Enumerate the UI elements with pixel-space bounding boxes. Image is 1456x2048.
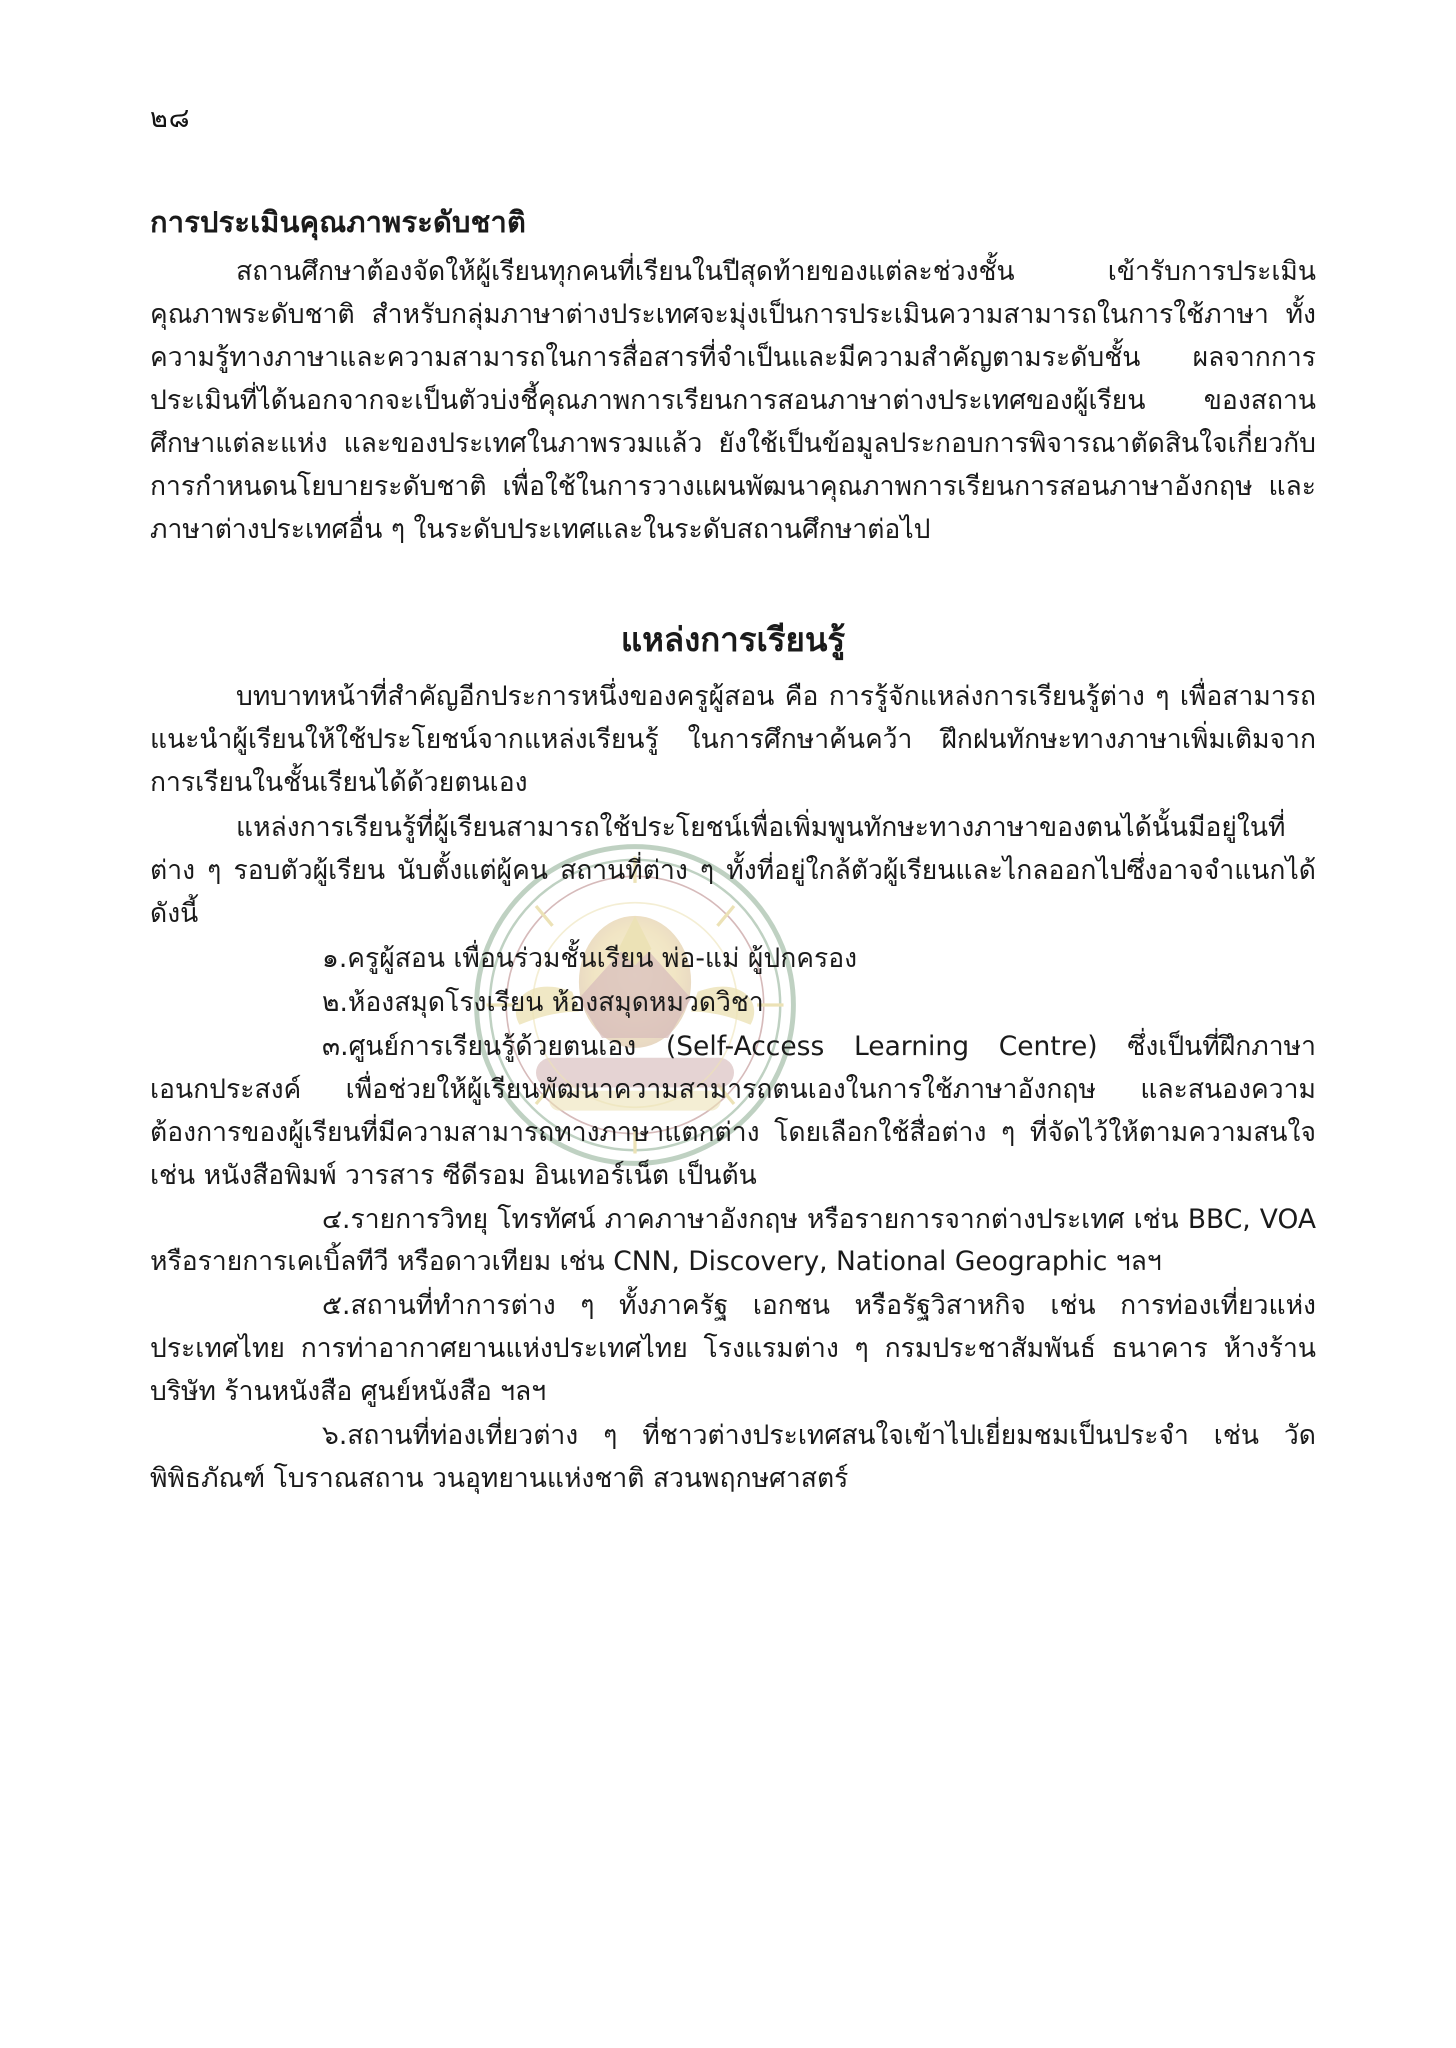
list-item-number: ๖.	[322, 1420, 348, 1452]
paragraph-teacher-role: บทบาทหน้าที่สำคัญอีกประการหนึ่งของครูผู้สอน คือ การรู้จักแหล่งการเรียนรู้ต่าง ๆ เพื่อสามารถแนะนำผู้เรียนให้ใช้ประโยชน์จากแหล่งเรียนรู้ ในการศึกษาค้นคว้า ฝึกฝนทักษะทางภาษาเพิ่มเติมจากการเรียนในชั้นเรียนได้ด้วยตนเอง	[150, 681, 1316, 799]
list-item-text: รายการวิทยุ โทรทัศน์ ภาคภาษาอังกฤษ หรือรายการจากต่างประเทศ เช่น BBC, VOA หรือรายการเคเบิ้ลทีวี หรือดาวเทียม เช่น CNN, Discovery, National Geographic ฯลฯ	[150, 1203, 1316, 1278]
paragraph-national-assessment: สถานศึกษาต้องจัดให้ผู้เรียนทุกคนที่เรียนในปีสุดท้ายของแต่ละช่วงชั้น เข้ารับการประเมินคุณภาพระดับชาติ สำหรับกลุ่มภาษาต่างประเทศจะมุ่งเป็นการประเมินความสามารถในการใช้ภาษา ทั้งความรู้ทางภาษาและความสามารถในการสื่อสารที่จำเป็นและมีความสำคัญตามระดับชั้น ผลจากการประเมินที่ได้นอกจากจะเป็นตัวบ่งชี้คุณภาพการเรียนการสอนภาษาต่างประเทศของผู้เรียน ของสถานศึกษาแต่ละแห่ง และของประเทศในภาพรวมแล้ว ยังใช้เป็นข้อมูลประกอบการพิจารณาตัดสินใจเกี่ยวกับการกำหนดนโยบายระดับชาติ เพื่อใช้ในการวางแผนพัฒนาคุณภาพการเรียนการสอนภาษาอังกฤษ และภาษาต่างประเทศอื่น ๆ ในระดับประเทศและในระดับสถานศึกษาต่อไป	[150, 256, 1316, 545]
list-item-text: สถานที่ทำการต่าง ๆ ทั้งภาครัฐ เอกชน หรือรัฐวิสาหกิจ เช่น การท่องเที่ยวแห่งประเทศไทย การท่าอากาศยานแห่งประเทศไทย โรงแรมต่าง ๆ กรมประชาสัมพันธ์ ธนาคาร ห้างร้าน บริษัท ร้านหนังสือ ศูนย์หนังสือ ฯลฯ	[150, 1290, 1316, 1408]
list-item-text: ครูผู้สอน เพื่อนร่วมชั้นเรียน พ่อ-แม่ ผู้ปกครอง	[347, 942, 858, 974]
list-item-number: ๓.	[322, 1030, 349, 1062]
list-item	[150, 1285, 1316, 1414]
list-item-number: ๑.	[322, 942, 348, 974]
list-item	[150, 1026, 1316, 1198]
section-heading-national-assessment: การประเมินคุณภาพระดับชาติ	[150, 205, 527, 239]
learning-sources-list	[150, 938, 1316, 1501]
paragraph-learning-sources-intro: แหล่งการเรียนรู้ที่ผู้เรียนสามารถใช้ประโยชน์เพื่อเพิ่มพูนทักษะทางภาษาของตนได้นั้นมีอยู่ในที่ต่าง ๆ รอบตัวผู้เรียน นับตั้งแต่ผู้คน สถานที่ต่าง ๆ ทั้งที่อยู่ใกล้ตัวผู้เรียนและไกลออกไปซึ่งอาจจำแนกได้ดังนี้	[150, 812, 1316, 930]
list-item-number: ๔.	[322, 1203, 351, 1235]
list-item	[150, 1415, 1316, 1501]
list-item-text: ศูนย์การเรียนรู้ด้วยตนเอง (Self-Access Learning Centre) ซึ่งเป็นที่ฝึกภาษาเอนกประสงค์ เพื่อช่วยให้ผู้เรียนพัฒนาความสามารถตนเองในการใช้ภาษาอังกฤษ และสนองความต้องการของผู้เรียนที่มีความสามารถทางภาษาแตกต่าง โดยเลือกใช้สื่อต่าง ๆ ที่จัดไว้ให้ตามความสนใจ เช่น หนังสือพิมพ์ วารสาร ซีดีรอม อินเทอร์เน็ต เป็นต้น	[150, 1030, 1316, 1191]
list-item-number: ๒.	[322, 986, 348, 1018]
list-item-text: สถานที่ท่องเที่ยวต่าง ๆ ที่ชาวต่างประเทศสนใจเข้าไปเยี่ยมชมเป็นประจำ เช่น วัด พิพิธภัณฑ์ โบราณสถาน วนอุทยานแห่งชาติ สวนพฤกษศาสตร์	[150, 1420, 1316, 1495]
list-item	[150, 938, 1316, 981]
list-item	[150, 1199, 1316, 1285]
list-item	[150, 982, 1316, 1025]
page-number: ๒๘	[150, 103, 191, 134]
list-item-text: ห้องสมุดโรงเรียน ห้องสมุดหมวดวิชา	[347, 986, 764, 1018]
list-item-number: ๕.	[322, 1290, 351, 1322]
section-heading-learning-sources: แหล่งการเรียนรู้	[620, 620, 846, 660]
